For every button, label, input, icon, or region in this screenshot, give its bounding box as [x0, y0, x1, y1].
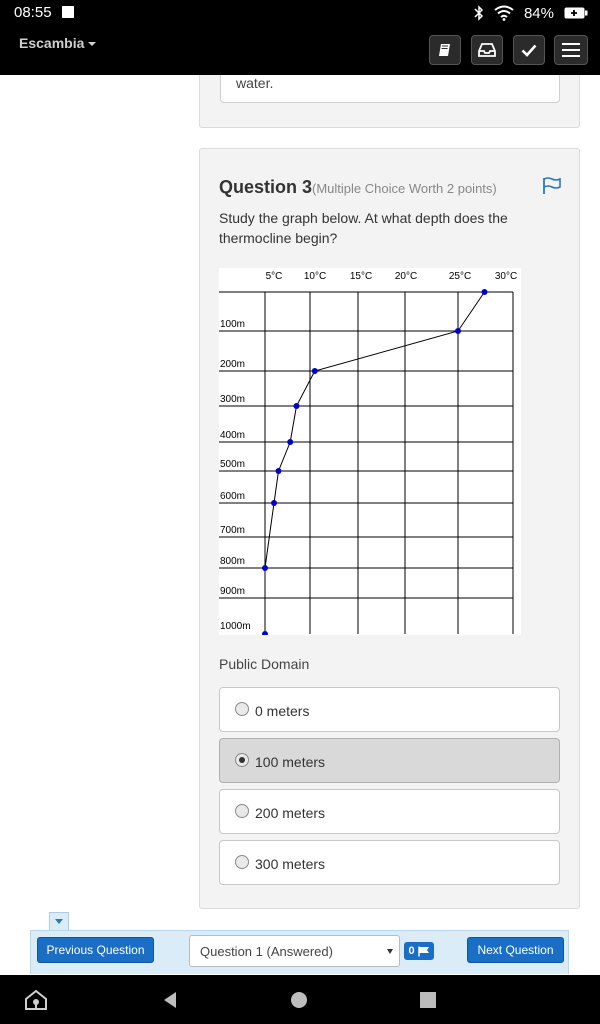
- wifi-icon: [494, 5, 514, 21]
- radio-button[interactable]: [235, 702, 249, 716]
- radio-button[interactable]: [235, 855, 249, 869]
- question-card: [199, 148, 580, 909]
- previous-answer-option[interactable]: [220, 75, 560, 103]
- home-assistant-icon[interactable]: [24, 989, 48, 1011]
- status-time: 08:55: [14, 4, 52, 21]
- flag-question-button[interactable]: [542, 177, 562, 195]
- flag-icon: [418, 946, 430, 957]
- question-select-value: Question 1 (Answered): [200, 944, 333, 959]
- hamburger-menu-icon: [561, 42, 581, 58]
- check-icon: [521, 43, 537, 57]
- next-question-button[interactable]: Next Question: [467, 937, 564, 963]
- x-tick-label: 30°C: [494, 271, 518, 282]
- image-caption: Public Domain: [219, 656, 310, 672]
- y-tick-label: 1000m: [220, 621, 251, 632]
- x-tick-label: 20°C: [394, 271, 418, 282]
- status-icons: [474, 3, 588, 23]
- y-tick-label: 200m: [220, 359, 246, 370]
- battery-percent: 84%: [523, 4, 554, 22]
- answer-option[interactable]: [219, 738, 560, 783]
- data-point: [276, 468, 282, 474]
- answer-option-label: 300 meters: [255, 856, 326, 872]
- district-dropdown[interactable]: [19, 35, 96, 51]
- status-bar: [0, 0, 600, 26]
- answer-option[interactable]: [219, 840, 560, 885]
- answer-option-label: 0 meters: [255, 703, 310, 719]
- question-select[interactable]: [189, 935, 400, 967]
- recents-icon[interactable]: [420, 992, 436, 1008]
- content-area[interactable]: [0, 75, 600, 975]
- app-header: [0, 26, 600, 75]
- x-tick-label: 5°C: [265, 271, 283, 282]
- data-point: [271, 500, 277, 506]
- menu-button[interactable]: [554, 35, 588, 65]
- temperature-line: [265, 292, 485, 634]
- x-tick-label: 25°C: [448, 271, 472, 282]
- question-title: [219, 177, 497, 198]
- y-tick-label: 600m: [220, 491, 246, 502]
- back-icon[interactable]: [162, 991, 178, 1009]
- question-number: Question 3: [219, 177, 313, 197]
- y-tick-label: 900m: [220, 586, 246, 597]
- book-button[interactable]: [429, 35, 461, 65]
- y-tick-label: 800m: [220, 556, 246, 567]
- bluetooth-icon: [474, 5, 484, 21]
- nav-collapse-toggle[interactable]: [49, 912, 69, 930]
- y-tick-label: 400m: [220, 430, 246, 441]
- caret-down-icon: [55, 919, 63, 924]
- x-tick-label: 15°C: [349, 271, 373, 282]
- data-point: [455, 328, 461, 334]
- thermocline-graph: [219, 268, 521, 635]
- answer-option[interactable]: [219, 789, 560, 834]
- x-tick-label: 10°C: [303, 271, 327, 282]
- data-point: [482, 289, 488, 295]
- question-points: (Multiple Choice Worth 2 points): [312, 181, 497, 196]
- question-nav-bar: [30, 930, 569, 974]
- radio-button[interactable]: [235, 804, 249, 818]
- thermocline-chart: [219, 268, 521, 635]
- home-icon[interactable]: [290, 991, 308, 1009]
- previous-answer-text: water.: [236, 75, 274, 91]
- inbox-icon: [478, 42, 496, 58]
- previous-question-button[interactable]: Previous Question: [37, 937, 154, 963]
- notification-icon: [62, 6, 74, 18]
- y-tick-label: 300m: [220, 394, 246, 405]
- book-icon: [437, 42, 453, 58]
- data-point: [312, 368, 318, 374]
- flagged-count-badge[interactable]: [404, 942, 434, 960]
- submit-check-button[interactable]: [513, 35, 545, 65]
- system-nav-bar: [0, 975, 600, 1024]
- flagged-count: 0: [408, 945, 415, 957]
- select-caret-icon: [387, 949, 393, 954]
- y-tick-label: 700m: [220, 525, 246, 536]
- data-point: [287, 439, 293, 445]
- radio-button[interactable]: [235, 753, 249, 767]
- answer-option-label: 100 meters: [255, 754, 326, 770]
- inbox-button[interactable]: [471, 35, 503, 65]
- chevron-down-icon: [88, 42, 96, 46]
- answer-option[interactable]: [219, 687, 560, 732]
- question-text: Study the graph below. At what depth does the thermocline begin?: [219, 210, 508, 246]
- data-point: [262, 565, 268, 571]
- battery-icon: [564, 6, 588, 20]
- previous-question-card: [199, 75, 580, 128]
- data-point: [262, 631, 268, 635]
- y-tick-label: 500m: [220, 459, 246, 470]
- data-point: [294, 403, 300, 409]
- district-label: Escambia: [19, 35, 85, 51]
- flag-icon: [542, 177, 562, 195]
- answer-option-label: 200 meters: [255, 805, 326, 821]
- y-tick-label: 100m: [220, 319, 246, 330]
